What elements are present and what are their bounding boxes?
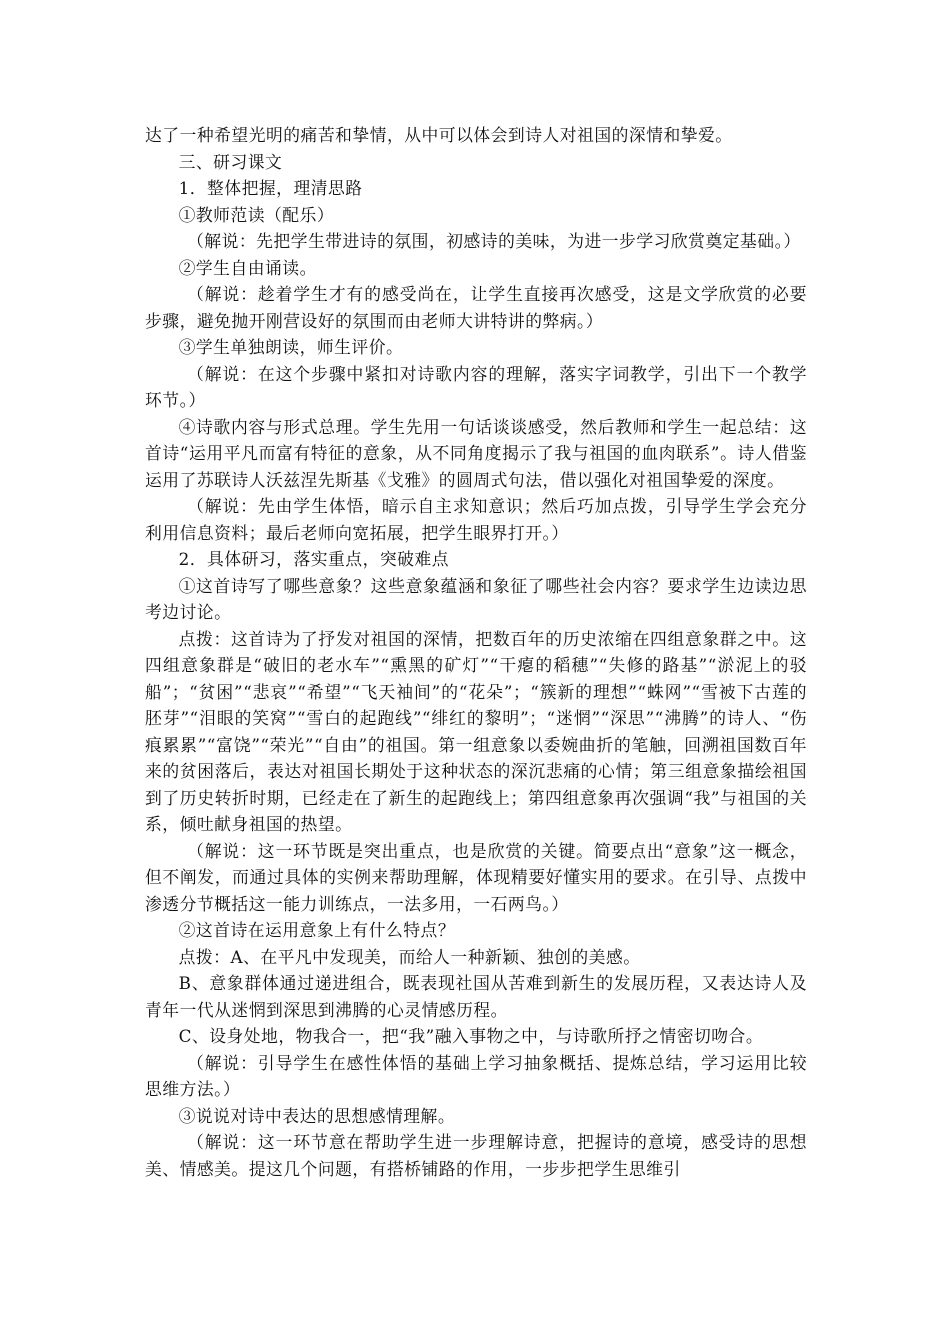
section-heading-study-text: 三、研习课文 bbox=[178, 151, 283, 172]
paragraph-intro-continuation: 达了一种希望光明的痛苦和挚情，从中可以体会到诗人对祖国的深情和挚爱。 bbox=[145, 125, 733, 145]
explanation-paragraph: （解说：在这个步骤中紧扣对诗歌内容的理解，落实字词教学，引出下一个教学环节。） bbox=[145, 363, 807, 410]
question-imagery: ①这首诗写了哪些意象？这些意象蕴涵和象征了哪些社会内容？要求学生边读边思考边讨论。 bbox=[145, 575, 807, 622]
guidance-point-c: C、设身处地，物我合一，把“我”融入事物之中，与诗歌所抒之情密切吻合。 bbox=[178, 1026, 764, 1046]
step-individual-reading: ③学生单独朗读，师生评价。 bbox=[178, 337, 404, 357]
guidance-imagery: 点拨：这首诗为了抒发对祖国的深情，把数百年的历史浓缩在四组意象群之中。这四组意象群是“破旧的老水车”“熏黑的矿灯”“干瘪的稻穗”“失修的路基”“淤泥上的驳船”；“贫困”“悲哀”“希望”“飞天袖间”的“花朵”；“簇新的理想”“蛛网”“雪被下古莲的胚芽”“泪眼的笑窝”“雪白的起跑线”“绯红的黎明”；“迷惘”“深思”“沸腾”的诗人、“伤痕累累”“富饶”“荣光”“自由”的祖国。第一组意象以委婉曲折的笔触，回溯祖国数百年来的贫困落后，表达对祖国长期处于这种状态的深沉悲痛的心情；第三组意象描绘祖国到了历史转折时期，已经走在了新生的起跑线上；第四组意象再次强调“我”与祖国的关系，倾吐献身祖国的热望。 bbox=[145, 628, 807, 834]
explanation-paragraph: （解说：先由学生体悟，暗示自主求知意识；然后巧加点拨，引导学生学会充分利用信息资料；最后老师向宽拓展，把学生眼界打开。） bbox=[145, 496, 807, 543]
subsection-heading-detailed: 2．具体研习，落实重点，突破难点 bbox=[178, 549, 449, 569]
explanation-paragraph: （解说：先把学生带进诗的氛围，初感诗的美味，为进一步学习欣赏奠定基础。） bbox=[187, 231, 801, 251]
explanation-paragraph: （解说：趁着学生才有的感受尚在，让学生直接再次感受，这是文学欣赏的必要步骤，避免抛开刚营设好的氛围而由老师大讲特讲的弊病。） bbox=[145, 284, 807, 331]
explanation-paragraph: （解说：这一环节既是突出重点，也是欣赏的关键。简要点出“意象”这一概念，但不阐发，而通过具体的实例来帮助理解，体现精要好懂实用的要求。在引导、点拨中渗透分节概括这一能力训练点，一法多用，一石两鸟。） bbox=[145, 840, 807, 914]
question-emotion: ③说说对诗中表达的思想感情理解。 bbox=[178, 1105, 456, 1126]
step-teacher-reading: ①教师范读（配乐） bbox=[178, 204, 335, 225]
step-summary: ④诗歌内容与形式总理。学生先用一句话谈谈感受，然后教师和学生一起总结：这首诗“运用平凡而富有特征的意象，从不同角度揭示了我与祖国的血肉联系”。诗人借鉴运用了苏联诗人沃兹涅先斯基《戈雅》的圆周式句法，借以强化对祖国挚爱的深度。 bbox=[145, 416, 807, 490]
step-free-reading: ②学生自由诵读。 bbox=[178, 257, 317, 278]
explanation-paragraph: （解说：这一环节意在帮助学生进一步理解诗意，把握诗的意境，感受诗的思想美、情感美。提这几个问题，有搭桥铺路的作用，一步步把学生思维引 bbox=[145, 1132, 807, 1179]
guidance-point-b: B、意象群体通过递进组合，既表现社国从苦难到新生的发展历程，又表达诗人及青年一代从迷惘到深思到沸腾的心灵情感历程。 bbox=[145, 973, 807, 1020]
guidance-point-a: 点拨：A、在平凡中发现美，而给人一种新颖、独创的美感。 bbox=[178, 946, 641, 967]
document-page bbox=[145, 122, 807, 1182]
subsection-heading-overall: 1．整体把握，理清思路 bbox=[178, 178, 363, 198]
explanation-paragraph: （解说：引导学生在感性体悟的基础上学习抽象概括、提炼总结，学习运用比较思维方法。） bbox=[145, 1052, 807, 1099]
question-imagery-features: ②这首诗在运用意象上有什么特点？ bbox=[178, 920, 456, 940]
